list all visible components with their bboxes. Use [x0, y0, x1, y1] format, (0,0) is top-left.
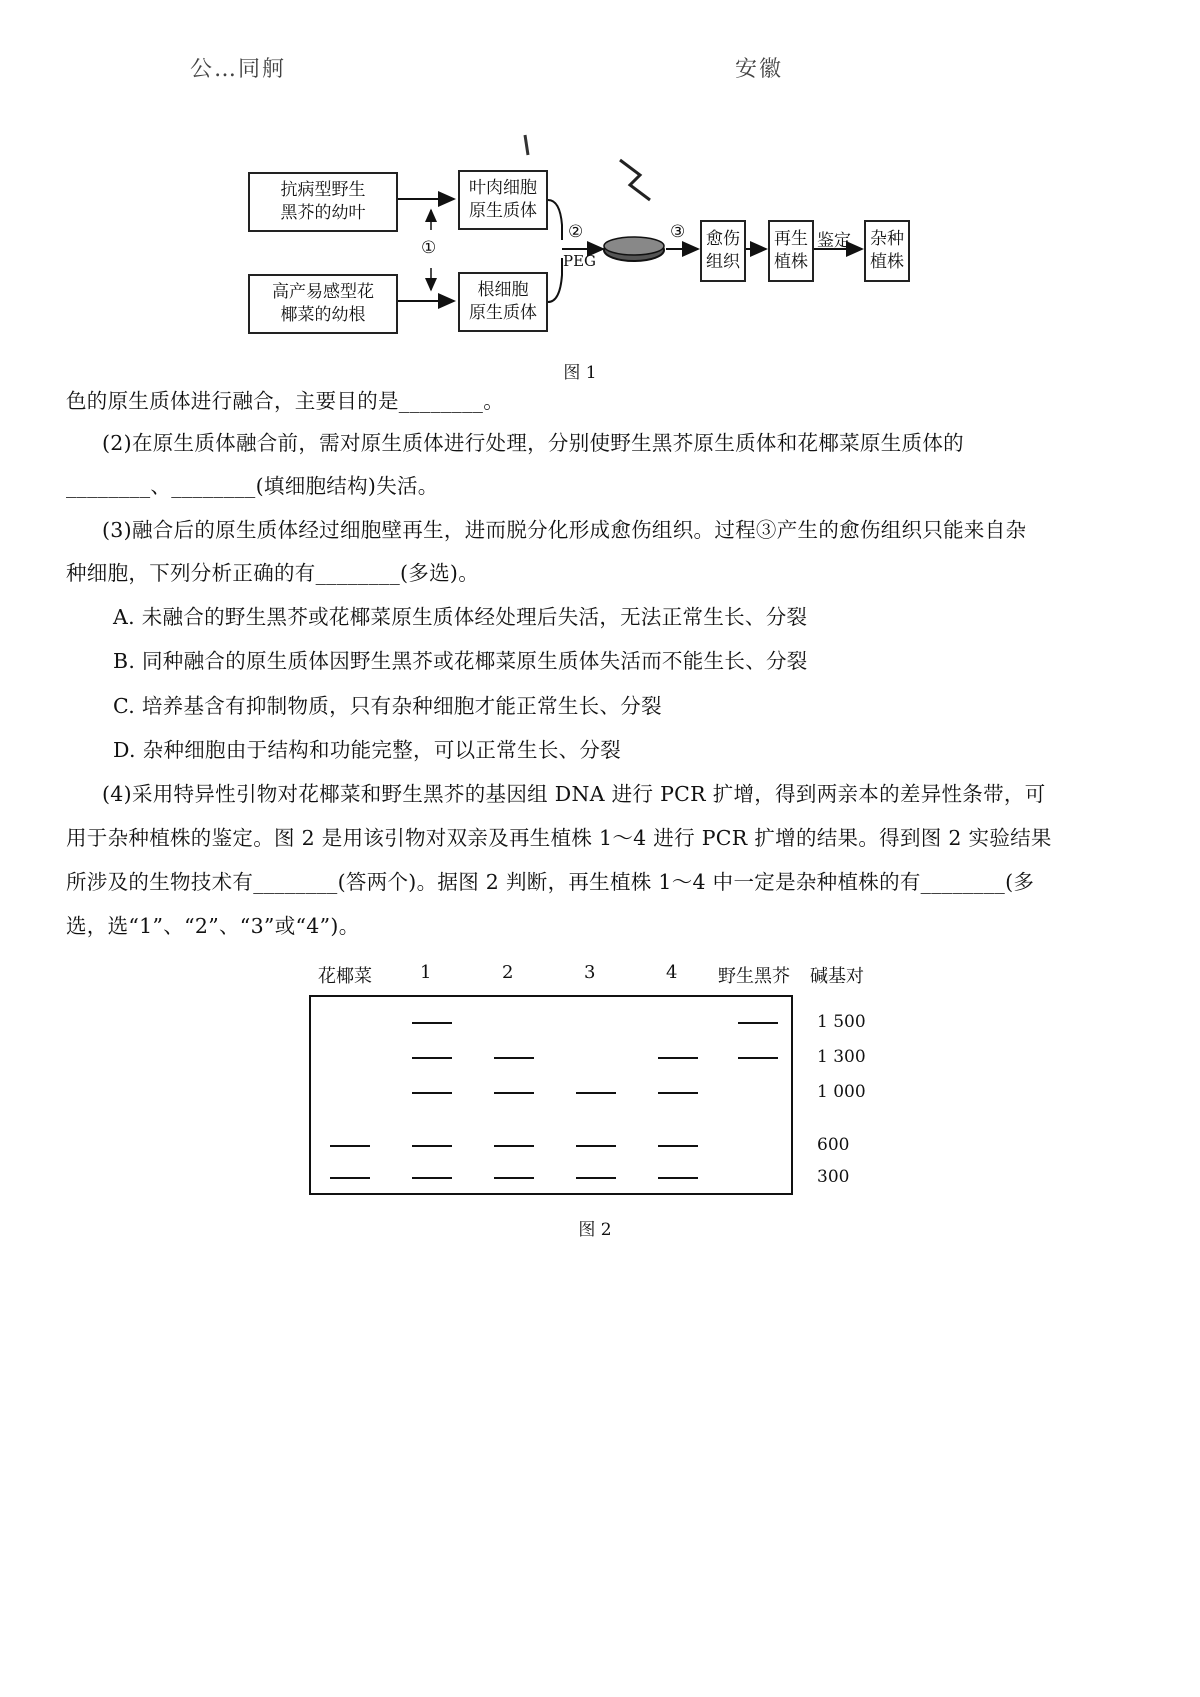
gel-band-lane4-1000	[658, 1092, 698, 1094]
bp-header: 碱基对	[810, 966, 864, 987]
gel-band-lane2-1000	[494, 1092, 534, 1094]
gel-band-lane4-1300	[658, 1057, 698, 1059]
bp-label-1300: 1 300	[817, 1047, 866, 1067]
step-3-label: ③	[670, 222, 686, 242]
peg-label: PEG	[563, 252, 597, 270]
gel-band-lane1-300	[412, 1177, 452, 1179]
lane-label-cauliflower: 花椰菜	[318, 966, 372, 987]
box-root-protoplast: 根细胞 原生质体	[458, 272, 548, 332]
option-b: B. 同种融合的原生质体因野生黑芥或花椰菜原生质体失活而不能生长、分裂	[113, 649, 808, 673]
lane-label-3: 3	[584, 962, 596, 983]
gel-band-lane3-600	[576, 1145, 616, 1147]
identify-label: 鉴定	[817, 231, 851, 251]
bp-label-600: 600	[817, 1135, 850, 1155]
gel-band-lane3-300	[576, 1177, 616, 1179]
merge-line-top	[548, 200, 562, 240]
text-question-3: (3)融合后的原生质体经过细胞壁再生，进而脱分化形成愈伤组织。过程③产生的愈伤组织只能来自杂	[102, 518, 1027, 542]
gel-band-lane4-600	[658, 1145, 698, 1147]
lane-label-wild-mustard: 野生黑芥	[718, 966, 790, 987]
box-mesophyll-protoplast: 叶肉细胞 原生质体	[458, 170, 548, 230]
text-line-9: 选，选“1”、“2”、“3”或“4”)。	[66, 914, 360, 938]
gel-band-lane1-1500	[412, 1022, 452, 1024]
figure-1-connectors	[0, 0, 1200, 360]
step-2-label: ②	[568, 222, 584, 242]
gel-band-lane3-1000	[576, 1092, 616, 1094]
gel-band-lane2-300	[494, 1177, 534, 1179]
gel-band-lane0-600	[330, 1145, 370, 1147]
text-line-5: 种细胞，下列分析正确的有________(多选)。	[66, 561, 479, 585]
box-callus: 愈伤 组织	[700, 220, 746, 282]
gel-band-lane0-300	[330, 1177, 370, 1179]
box-regenerated-plant: 再生 植株	[768, 220, 814, 282]
lane-label-4: 4	[666, 962, 678, 983]
gel-band-lane5-1500	[738, 1022, 778, 1024]
box-hybrid-plant: 杂种 植株	[864, 220, 910, 282]
header-left-mark: 公…同舸	[190, 57, 287, 82]
header-right-mark: 安徽	[735, 57, 784, 82]
gel-band-lane2-1300	[494, 1057, 534, 1059]
figure-2-caption: 图 2	[578, 1220, 612, 1240]
gel-band-lane1-1300	[412, 1057, 452, 1059]
gel-band-lane5-1300	[738, 1057, 778, 1059]
text-line-8: 所涉及的生物技术有________(答两个)。据图 2 判断，再生植株 1～4 中一定是杂种植株的有________(多	[66, 870, 1035, 894]
gel-band-lane1-1000	[412, 1092, 452, 1094]
gel-band-lane4-300	[658, 1177, 698, 1179]
option-d: D. 杂种细胞由于结构和功能完整，可以正常生长、分裂	[113, 738, 622, 762]
box-wild-mustard-leaf: 抗病型野生 黑芥的幼叶	[248, 172, 398, 232]
figure-1-caption: 图 1	[563, 363, 597, 383]
merge-line-bottom	[548, 258, 562, 302]
gel-band-lane2-600	[494, 1145, 534, 1147]
step-1-label: ①	[421, 238, 437, 258]
lane-label-1: 1	[420, 962, 432, 983]
text-line-1: 色的原生质体进行融合，主要目的是________。	[66, 389, 504, 413]
gel-frame	[309, 995, 793, 1195]
text-question-4: (4)采用特异性引物对花椰菜和野生黑芥的基因组 DNA 进行 PCR 扩增，得到两亲本的差异性条带，可	[102, 782, 1046, 806]
text-question-2: (2)在原生质体融合前，需对原生质体进行处理，分别使野生黑芥原生质体和花椰菜原生质体的	[102, 431, 964, 455]
bp-label-1500: 1 500	[817, 1012, 866, 1032]
option-c: C. 培养基含有抑制物质，只有杂种细胞才能正常生长、分裂	[113, 694, 662, 718]
option-a: A. 未融合的野生黑芥或花椰菜原生质体经处理后失活，无法正常生长、分裂	[113, 605, 808, 629]
text-line-3: ________、________(填细胞结构)失活。	[66, 474, 439, 498]
bp-label-1000: 1 000	[817, 1082, 866, 1102]
petri-dish-icon	[604, 237, 664, 261]
scan-artifact	[620, 160, 650, 200]
text-line-7: 用于杂种植株的鉴定。图 2 是用该引物对双亲及再生植株 1～4 进行 PCR 扩增的结果。得到图 2 实验结果	[66, 826, 1052, 850]
scan-artifact	[525, 135, 528, 155]
gel-band-lane1-600	[412, 1145, 452, 1147]
bp-label-300: 300	[817, 1167, 850, 1187]
box-cauliflower-root: 高产易感型花 椰菜的幼根	[248, 274, 398, 334]
lane-label-2: 2	[502, 962, 514, 983]
